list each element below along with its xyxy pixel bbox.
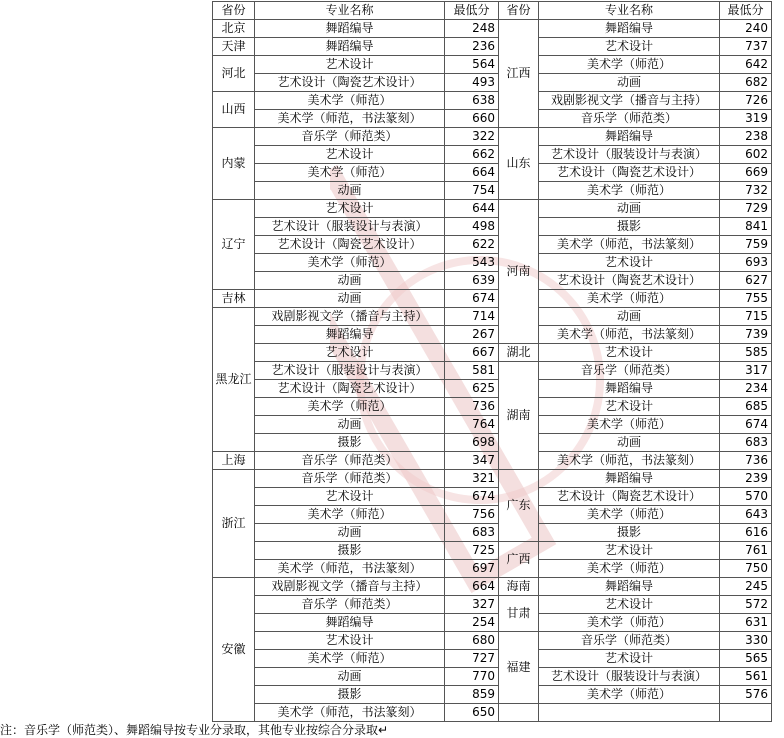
score-cell: 565 xyxy=(720,650,772,668)
major-cell: 舞蹈编导 xyxy=(539,578,720,596)
table-row xyxy=(213,506,772,524)
major-cell: 艺术设计 xyxy=(539,650,720,668)
major-cell: 摄影 xyxy=(255,542,445,560)
major-cell: 美术学（师范） xyxy=(255,650,445,668)
score-cell: 245 xyxy=(720,578,772,596)
score-cell: 685 xyxy=(720,398,772,416)
major-cell: 音乐学（师范类） xyxy=(255,596,445,614)
score-cell: 576 xyxy=(720,686,772,704)
score-cell: 585 xyxy=(720,344,772,362)
score-cell: 714 xyxy=(445,308,499,326)
major-cell: 美术学（师范，书法篆刻） xyxy=(255,110,445,128)
major-cell: 美术学（师范） xyxy=(539,614,720,632)
table-row xyxy=(213,560,772,578)
score-cell: 729 xyxy=(720,200,772,218)
province-cell: 内蒙 xyxy=(213,128,255,200)
score-cell: 572 xyxy=(720,596,772,614)
major-cell: 艺术设计 xyxy=(255,200,445,218)
major-cell: 音乐学（师范类） xyxy=(255,128,445,146)
province-cell: 辽宁 xyxy=(213,200,255,290)
score-cell: 327 xyxy=(445,596,499,614)
major-cell: 音乐学（师范类） xyxy=(255,470,445,488)
major-cell: 艺术设计（服装设计与表演） xyxy=(539,668,720,686)
score-cell: 631 xyxy=(720,614,772,632)
table-row xyxy=(213,668,772,686)
score-cell: 770 xyxy=(445,668,499,686)
score-cell: 683 xyxy=(720,434,772,452)
major-cell: 舞蹈编导 xyxy=(539,128,720,146)
major-cell: 美术学（师范） xyxy=(255,164,445,182)
score-cell: 267 xyxy=(445,326,499,344)
score-cell: 643 xyxy=(720,506,772,524)
header-row xyxy=(213,2,772,20)
major-cell: 美术学（师范） xyxy=(255,398,445,416)
major-cell: 戏剧影视文学（播音与主持） xyxy=(255,578,445,596)
major-cell: 美术学（师范） xyxy=(255,92,445,110)
score-cell: 347 xyxy=(445,452,499,470)
province-cell: 海南 xyxy=(499,578,539,596)
score-cell: 667 xyxy=(445,344,499,362)
score-cell: 674 xyxy=(720,416,772,434)
score-cell: 756 xyxy=(445,506,499,524)
province-cell: 湖南 xyxy=(499,362,539,470)
score-cell: 736 xyxy=(445,398,499,416)
major-cell: 音乐学（师范类） xyxy=(539,110,720,128)
header-score: 最低分 xyxy=(445,2,499,20)
major-cell: 美术学（师范，书法篆刻） xyxy=(539,452,720,470)
major-cell: 舞蹈编导 xyxy=(539,20,720,38)
table-row xyxy=(213,236,772,254)
score-cell: 693 xyxy=(720,254,772,272)
major-cell: 艺术设计（陶瓷艺术设计） xyxy=(255,74,445,92)
major-cell: 艺术设计 xyxy=(539,254,720,272)
province-cell: 山东 xyxy=(499,128,539,200)
header-province: 省份 xyxy=(213,2,255,20)
major-cell: 艺术设计（陶瓷艺术设计） xyxy=(539,272,720,290)
table-row xyxy=(213,56,772,74)
province-cell: 甘肃 xyxy=(499,596,539,632)
province-cell: 吉林 xyxy=(213,290,255,308)
major-cell: 艺术设计 xyxy=(539,398,720,416)
major-cell: 艺术设计 xyxy=(255,146,445,164)
score-cell: 642 xyxy=(720,56,772,74)
table-row xyxy=(213,92,772,110)
major-cell: 动画 xyxy=(255,272,445,290)
major-cell: 戏剧影视文学（播音与主持） xyxy=(539,92,720,110)
score-cell: 725 xyxy=(445,542,499,560)
score-cell: 859 xyxy=(445,686,499,704)
major-cell: 动画 xyxy=(255,416,445,434)
table-row xyxy=(213,578,772,596)
major-cell: 舞蹈编导 xyxy=(539,470,720,488)
score-cell: 254 xyxy=(445,614,499,632)
major-cell: 动画 xyxy=(255,524,445,542)
score-cell: 625 xyxy=(445,380,499,398)
province-cell: 天津 xyxy=(213,38,255,56)
major-cell: 艺术设计 xyxy=(255,56,445,74)
province-cell xyxy=(499,704,539,722)
score-cell: 664 xyxy=(445,164,499,182)
major-cell: 音乐学（师范类） xyxy=(539,632,720,650)
table-row xyxy=(213,488,772,506)
major-cell: 艺术设计（服装设计与表演） xyxy=(255,218,445,236)
score-cell: 841 xyxy=(720,218,772,236)
score-cell: 726 xyxy=(720,92,772,110)
table-body xyxy=(213,20,772,722)
score-cell: 322 xyxy=(445,128,499,146)
major-cell: 舞蹈编导 xyxy=(255,614,445,632)
major-cell: 舞蹈编导 xyxy=(539,380,720,398)
table-row xyxy=(213,362,772,380)
major-cell: 艺术设计 xyxy=(539,38,720,56)
major-cell: 音乐学（师范类） xyxy=(539,362,720,380)
score-cell: 674 xyxy=(445,290,499,308)
score-cell: 493 xyxy=(445,74,499,92)
province-cell: 河北 xyxy=(213,56,255,92)
major-cell: 艺术设计（陶瓷艺术设计） xyxy=(539,164,720,182)
score-cell: 639 xyxy=(445,272,499,290)
table-row xyxy=(213,164,772,182)
major-cell: 艺术设计 xyxy=(255,488,445,506)
major-cell xyxy=(539,704,720,722)
table-row xyxy=(213,704,772,722)
score-cell: 498 xyxy=(445,218,499,236)
major-cell: 艺术设计（服装设计与表演） xyxy=(255,362,445,380)
province-cell: 黑龙江 xyxy=(213,308,255,452)
major-cell: 美术学（师范） xyxy=(539,506,720,524)
major-cell: 美术学（师范） xyxy=(539,56,720,74)
province-cell: 安徽 xyxy=(213,578,255,722)
score-cell: 650 xyxy=(445,704,499,722)
table-row xyxy=(213,344,772,362)
major-cell: 艺术设计 xyxy=(539,596,720,614)
score-cell: 669 xyxy=(720,164,772,182)
major-cell: 舞蹈编导 xyxy=(255,20,445,38)
major-cell: 动画 xyxy=(539,200,720,218)
score-cell: 736 xyxy=(720,452,772,470)
score-cell: 330 xyxy=(720,632,772,650)
major-cell: 艺术设计（陶瓷艺术设计） xyxy=(255,380,445,398)
province-cell: 浙江 xyxy=(213,470,255,578)
table-row xyxy=(213,632,772,650)
table-row xyxy=(213,272,772,290)
table-row xyxy=(213,434,772,452)
major-cell: 艺术设计（陶瓷艺术设计） xyxy=(255,236,445,254)
score-cell: 638 xyxy=(445,92,499,110)
major-cell: 摄影 xyxy=(539,524,720,542)
score-cell: 616 xyxy=(720,524,772,542)
table-row xyxy=(213,38,772,56)
score-cell: 750 xyxy=(720,560,772,578)
score-cell xyxy=(720,704,772,722)
score-cell: 319 xyxy=(720,110,772,128)
score-cell: 234 xyxy=(720,380,772,398)
score-cell: 727 xyxy=(445,650,499,668)
major-cell: 舞蹈编导 xyxy=(255,326,445,344)
table-row xyxy=(213,146,772,164)
table-row xyxy=(213,524,772,542)
major-cell: 美术学（师范，书法篆刻） xyxy=(255,560,445,578)
score-cell: 664 xyxy=(445,578,499,596)
province-cell: 上海 xyxy=(213,452,255,470)
table-row xyxy=(213,218,772,236)
major-cell: 美术学（师范，书法篆刻） xyxy=(539,236,720,254)
major-cell: 美术学（师范） xyxy=(539,182,720,200)
major-cell: 动画 xyxy=(539,74,720,92)
province-cell: 广东 xyxy=(499,470,539,542)
score-cell: 680 xyxy=(445,632,499,650)
table-row xyxy=(213,128,772,146)
score-cell: 543 xyxy=(445,254,499,272)
major-cell: 动画 xyxy=(539,308,720,326)
province-cell: 湖北 xyxy=(499,344,539,362)
major-cell: 艺术设计 xyxy=(255,632,445,650)
major-cell: 动画 xyxy=(255,668,445,686)
score-cell: 622 xyxy=(445,236,499,254)
table-row xyxy=(213,326,772,344)
table-row xyxy=(213,380,772,398)
score-cell: 240 xyxy=(720,20,772,38)
major-cell: 动画 xyxy=(539,434,720,452)
major-cell: 艺术设计（陶瓷艺术设计） xyxy=(539,488,720,506)
major-cell: 动画 xyxy=(255,182,445,200)
major-cell: 艺术设计 xyxy=(539,344,720,362)
footnote: 注：音乐学（师范类）、舞蹈编导按专业分录取，其他专业按综合分录取↵ xyxy=(0,723,389,737)
table-row xyxy=(213,200,772,218)
score-cell: 644 xyxy=(445,200,499,218)
table-row xyxy=(213,110,772,128)
score-cell: 739 xyxy=(720,326,772,344)
major-cell: 艺术设计（服装设计与表演） xyxy=(539,146,720,164)
major-cell: 舞蹈编导 xyxy=(255,38,445,56)
major-cell: 美术学（师范） xyxy=(539,686,720,704)
major-cell: 艺术设计 xyxy=(539,542,720,560)
table-row xyxy=(213,542,772,560)
major-cell: 艺术设计 xyxy=(255,344,445,362)
score-cell: 698 xyxy=(445,434,499,452)
table-row xyxy=(213,20,772,38)
score-cell: 761 xyxy=(720,542,772,560)
score-cell: 570 xyxy=(720,488,772,506)
major-cell: 音乐学（师范类） xyxy=(255,452,445,470)
score-cell: 759 xyxy=(720,236,772,254)
table-row xyxy=(213,470,772,488)
major-cell: 美术学（师范） xyxy=(255,254,445,272)
score-cell: 561 xyxy=(720,668,772,686)
score-cell: 715 xyxy=(720,308,772,326)
major-cell: 动画 xyxy=(255,290,445,308)
table-row xyxy=(213,308,772,326)
table-row xyxy=(213,452,772,470)
major-cell: 美术学（师范，书法篆刻） xyxy=(255,704,445,722)
major-cell: 美术学（师范） xyxy=(539,416,720,434)
header-major: 专业名称 xyxy=(539,2,720,20)
table-row xyxy=(213,650,772,668)
major-cell: 美术学（师范） xyxy=(255,506,445,524)
score-cell: 660 xyxy=(445,110,499,128)
province-cell: 河南 xyxy=(499,200,539,344)
province-cell: 山西 xyxy=(213,92,255,128)
major-cell: 美术学（师范） xyxy=(539,560,720,578)
score-cell: 732 xyxy=(720,182,772,200)
score-cell: 239 xyxy=(720,470,772,488)
table-row xyxy=(213,182,772,200)
score-cell: 602 xyxy=(720,146,772,164)
header-score: 最低分 xyxy=(720,2,772,20)
header-province: 省份 xyxy=(499,2,539,20)
major-cell: 美术学（师范，书法篆刻） xyxy=(539,326,720,344)
score-cell: 764 xyxy=(445,416,499,434)
score-cell: 321 xyxy=(445,470,499,488)
score-cell: 697 xyxy=(445,560,499,578)
table-row xyxy=(213,74,772,92)
table-row xyxy=(213,416,772,434)
score-cell: 238 xyxy=(720,128,772,146)
province-cell: 福建 xyxy=(499,632,539,704)
score-table xyxy=(212,1,772,722)
score-cell: 737 xyxy=(720,38,772,56)
score-cell: 248 xyxy=(445,20,499,38)
major-cell: 美术学（师范） xyxy=(539,290,720,308)
major-cell: 戏剧影视文学（播音与主持） xyxy=(255,308,445,326)
score-cell: 317 xyxy=(720,362,772,380)
major-cell: 摄影 xyxy=(539,218,720,236)
table-row xyxy=(213,596,772,614)
score-cell: 754 xyxy=(445,182,499,200)
score-cell: 662 xyxy=(445,146,499,164)
score-cell: 682 xyxy=(720,74,772,92)
score-cell: 581 xyxy=(445,362,499,380)
score-cell: 755 xyxy=(720,290,772,308)
province-cell: 江西 xyxy=(499,20,539,128)
score-cell: 236 xyxy=(445,38,499,56)
score-cell: 627 xyxy=(720,272,772,290)
major-cell: 摄影 xyxy=(255,434,445,452)
header-major: 专业名称 xyxy=(255,2,445,20)
table-row xyxy=(213,614,772,632)
province-cell: 北京 xyxy=(213,20,255,38)
table-row xyxy=(213,686,772,704)
score-cell: 683 xyxy=(445,524,499,542)
table-row xyxy=(213,290,772,308)
table-row xyxy=(213,398,772,416)
table-row xyxy=(213,254,772,272)
score-cell: 564 xyxy=(445,56,499,74)
score-cell: 674 xyxy=(445,488,499,506)
major-cell: 摄影 xyxy=(255,686,445,704)
province-cell: 广西 xyxy=(499,542,539,578)
